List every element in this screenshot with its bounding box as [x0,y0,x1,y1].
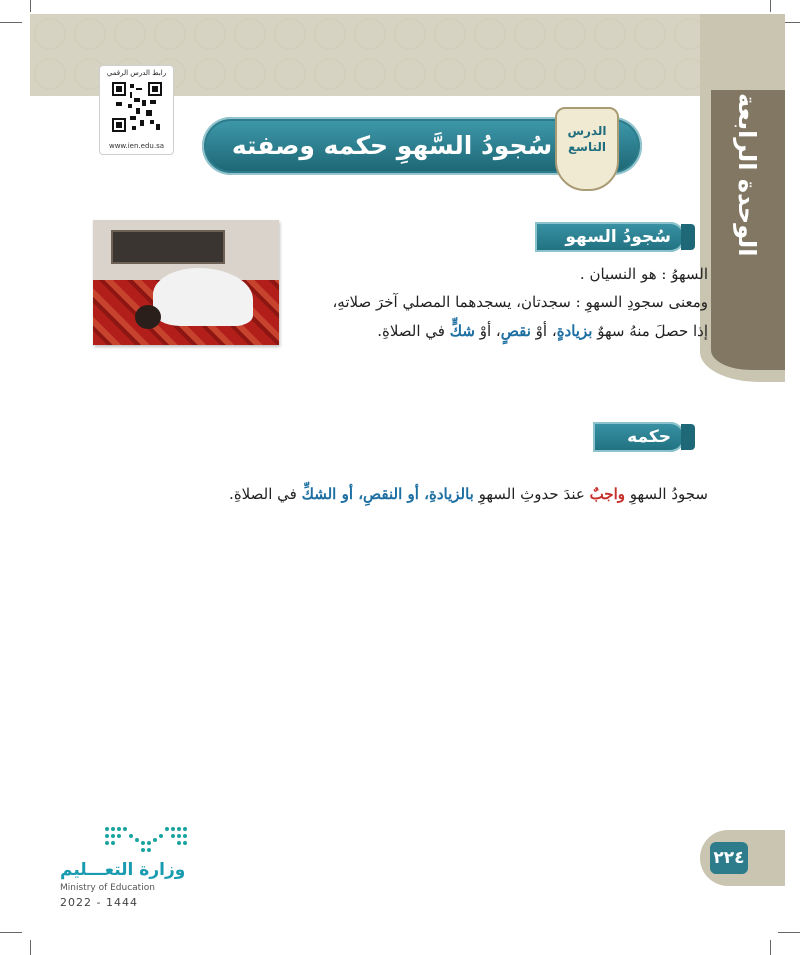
lesson-title: سُجودُ السَّهوِ حكمه وصفته [231,131,553,160]
line3-part-c: ، أوْ [530,322,557,340]
crop-mark [770,0,771,12]
lesson-badge-line2: التاسع [567,140,607,154]
page-number-tab [700,830,785,886]
section-heading-sujood: سُجودُ السهو [535,222,685,252]
definition-line-1: السهوُ : هو النسيان . [579,265,708,283]
crop-mark [770,940,771,955]
crop-mark [778,932,800,933]
lesson-badge-line1: الدرس [567,124,607,138]
crop-mark [0,932,22,933]
ministry-name-ar: وزارة التعـــليم [60,860,186,880]
lesson-number-badge [555,107,619,191]
line3-part-a: إذا حصلَ منهُ سهوٌ [592,322,708,340]
ruling-part-e: في الصلاةِ. [229,485,302,503]
photo-person-head [135,305,161,329]
ruling-text [229,485,708,503]
qr-card[interactable] [99,65,174,155]
keyword-decrease: نقصٍ [500,322,531,340]
page-number: ٢٢٤ [710,842,748,874]
lesson-number-label [557,123,617,155]
qr-label: رابط الدرس الرقمي [106,69,167,77]
keyword-obligatory: واجبٌ [589,485,625,503]
keyword-doubt: شكٍّ [449,322,475,340]
photo-window [111,230,225,264]
prostration-photo [93,220,279,345]
ministry-logo [58,823,198,913]
ruling-part-c: عندَ حدوثِ السهوِ [473,485,590,503]
keyword-increase: بزيادةٍ [556,322,593,340]
line3-part-g: في الصلاةِ. [377,322,450,340]
crop-mark [30,0,31,12]
qr-code-icon[interactable] [112,82,162,132]
unit-title: الوحدة الرابعة [733,93,761,257]
section-heading-ruling: حكمه [593,422,685,452]
ministry-dots-icon [102,823,192,859]
keyword-causes: بالزيادةِ، أو النقصِ، أو الشكِّ [301,485,474,503]
line3-part-e: ، أوْ [474,322,501,340]
qr-url[interactable]: www.ien.edu.sa [108,142,165,150]
ruling-part-a: سجودُ السهوِ [625,485,708,503]
crop-mark [30,940,31,955]
definition-line-3 [377,322,708,340]
crop-mark [0,22,22,23]
definition-line-2: ومعنى سجودِ السهوِ : سجدتان، يسجدهما المصلي آخرَ صلاتهِ، [332,293,708,311]
ministry-year: 2022 - 1444 [60,896,138,909]
ministry-name-en: Ministry of Education [60,883,155,893]
